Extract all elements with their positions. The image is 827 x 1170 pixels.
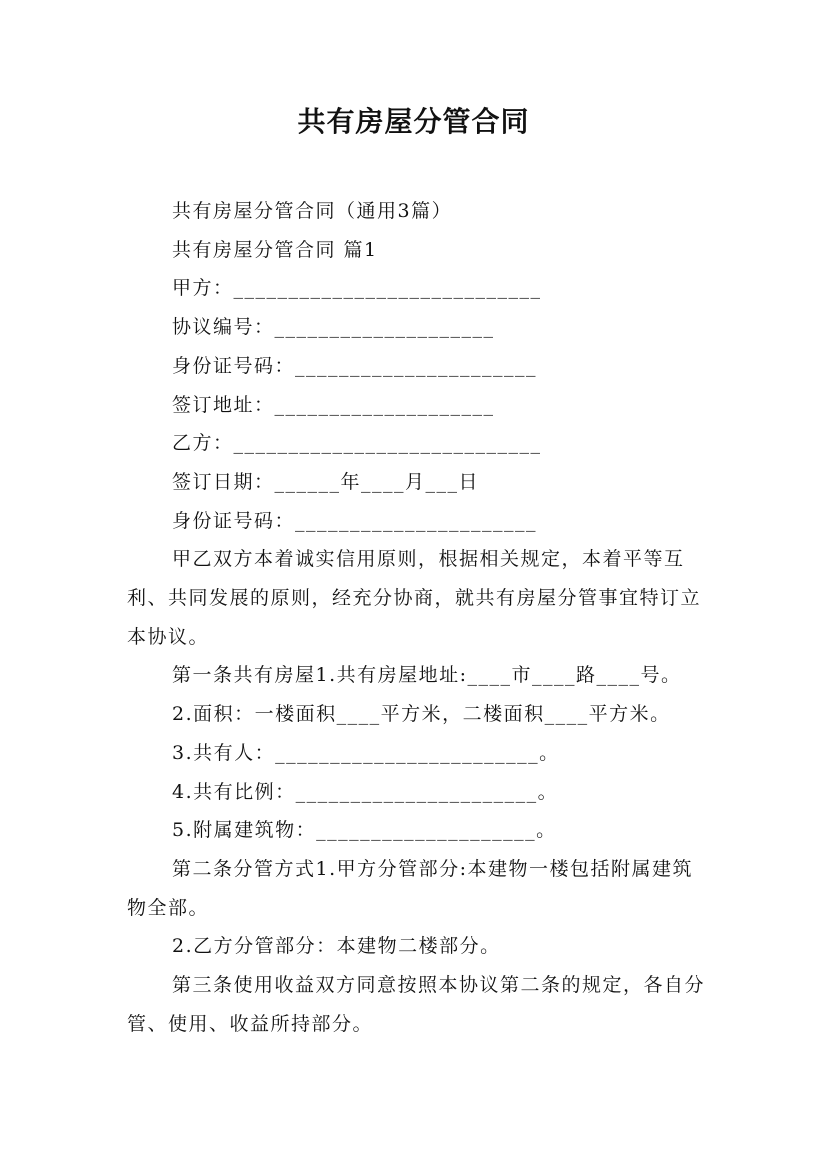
- paragraph: 共有房屋分管合同（通用3篇）: [172, 200, 453, 222]
- form-line-agreement-number: 协议编号：____________________: [172, 316, 495, 339]
- document-body: [127, 192, 707, 1043]
- paragraph: 第三条使用收益双方同意按照本协议第二条的规定，各自分管、使用、收益所持部分。: [127, 974, 706, 1035]
- paragraph: 第二条分管方式1.甲方分管部分:本建物一楼包括附属建筑物全部。: [127, 857, 694, 919]
- form-line-sign-address: 签订地址：____________________: [172, 393, 495, 416]
- form-line-party-a: 甲方：____________________________: [172, 277, 542, 300]
- form-line-sign-date: 签订日期：______年____月___日: [172, 470, 480, 493]
- paragraph: 2.乙方分管部分：本建物二楼部分。: [172, 935, 501, 958]
- form-line-id-number: 身份证号码：______________________: [172, 509, 538, 532]
- paragraph: 共有房屋分管合同 篇1: [172, 238, 378, 261]
- form-line-id-number: 身份证号码：______________________: [172, 354, 538, 377]
- document-title: 共有房屋分管合同: [297, 105, 530, 138]
- paragraph: 4.共有比例：______________________。: [172, 780, 559, 803]
- paragraph: 甲乙双方本着诚实信用原则，根据相关规定，本着平等互利、共同发展的原则，经充分协商，就共有房屋分管事宜特订立本协议。: [127, 548, 702, 648]
- paragraph: 第一条共有房屋1.共有房屋地址:____市____路____号。: [172, 664, 682, 687]
- form-line-party-b: 乙方：____________________________: [172, 432, 542, 455]
- paragraph: 5.附属建筑物：____________________。: [172, 819, 557, 842]
- paragraph: 2.面积：一楼面积____平方米，二楼面积____平方米。: [172, 703, 671, 726]
- paragraph: 3.共有人：________________________。: [172, 741, 560, 764]
